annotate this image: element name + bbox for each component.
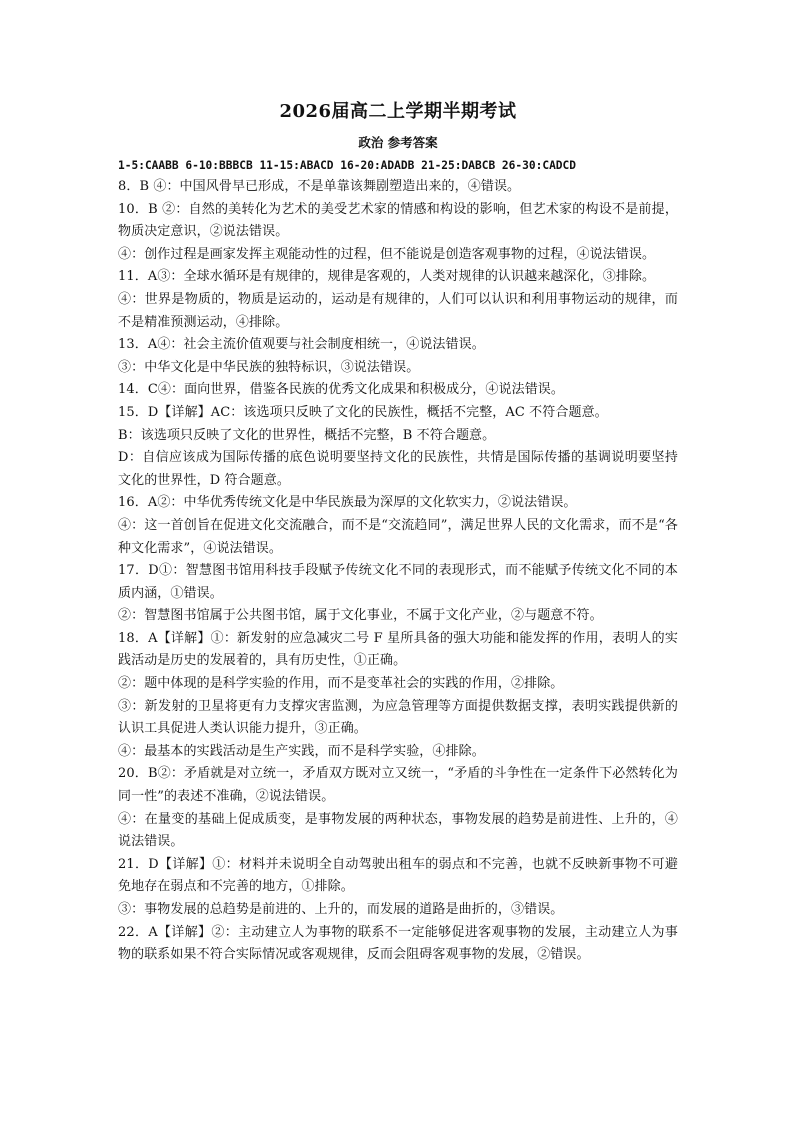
explanation-paragraph: 11．A③：全球水循环是有规律的，规律是客观的，人类对规律的认识越来越深化，③排除。 — [118, 269, 656, 285]
explanation-paragraph: ④：创作过程是画家发挥主观能动性的过程，但不能说是创造客观事物的过程，④说法错误。 — [118, 246, 656, 262]
answer-keys: 1-5:CAABB 6-10:BBBCB 11-15:ABACD 16-20:ADADB 21-25:DABCB 26-30:CADCD — [118, 159, 577, 172]
explanation-paragraph: 14．C④：面向世界，借鉴各民族的优秀文化成果和积极成分，④说法错误。 — [118, 382, 564, 398]
explanation-paragraph: 15．D【详解】AC：该选项只反映了文化的民族性，概括不完整，AC 不符合题意。 — [118, 404, 608, 420]
explanation-paragraph: ②：题中体现的是科学实验的作用，而不是变革社会的实践的作用，②排除。 — [118, 676, 564, 692]
explanation-paragraph: 22．A【详解】②：主动建立人为事物的联系不一定能够促进客观事物的发展，主动建立人为事物的联系如果不符合实际情况或客观规律，反而会阻碍客观事物的发展，②错误。 — [118, 924, 678, 963]
explanation-paragraph: ④：在量变的基础上促成质变，是事物发展的两种状态，事物发展的趋势是前进性、上升的，④说法错误。 — [118, 811, 678, 850]
explanation-paragraph: 8．B ④：中国风骨早已形成，不是单靠该舞剧塑造出来的，④错误。 — [118, 179, 521, 194]
explanation-paragraph: 20．B②：矛盾就是对立统一，矛盾双方既对立又统一，“矛盾的斗争性在一定条件下必然转化为同一性”的表述不准确，②说法错误。 — [118, 766, 678, 805]
explanation-paragraph: 18．A【详解】①：新发射的应急减灾二号 F 星所具备的强大功能和能发挥的作用，表明人的实践活动是历史的发展着的，具有历史性，①正确。 — [118, 630, 678, 669]
explanation-paragraph: 21．D【详解】①：材料并未说明全自动驾驶出租车的弱点和不完善，也就不反映新事物不可避免地存在弱点和不完善的地方，①排除。 — [118, 856, 678, 895]
explanation-paragraph: ④：最基本的实践活动是生产实践，而不是科学实验，④排除。 — [118, 743, 485, 759]
explanation-paragraph: ④：这一首创旨在促进文化交流融合，而不是“交流趋同”，满足世界人民的文化需求，而不是“各种文化需求”，④说法错误。 — [118, 517, 678, 556]
explanation-paragraph: 16．A②：中华优秀传统文化是中华民族最为深厚的文化软实力，②说法错误。 — [118, 495, 577, 511]
explanation-paragraph: 10．B ②：自然的美转化为艺术的美受艺术家的情感和构设的影响，但艺术家的构设不是前提，物质决定意识，②说法错误。 — [118, 201, 678, 240]
explanation-paragraph: ③：中华文化是中华民族的独特标识，③说法错误。 — [118, 359, 420, 375]
explanation-paragraph: 13．A④：社会主流价值观要与社会制度相统一，④说法错误。 — [118, 337, 485, 353]
exam-subtitle: 政治 参考答案 — [358, 135, 438, 150]
explanation-paragraph: D：自信应该成为国际传播的底色说明要坚持文化的民族性，共情是国际传播的基调说明要坚持文化的世界性，D 符合题意。 — [118, 450, 678, 488]
exam-title: 2026届高二上学期半期考试 — [279, 101, 517, 122]
explanation-paragraph: ④：世界是物质的，物质是运动的，运动是有规律的，人们可以认识和利用事物运动的规律，而不是精准预测运动，④排除。 — [118, 291, 678, 330]
explanation-paragraph: ②：智慧图书馆属于公共图书馆，属于文化事业，不属于文化产业，②与题意不符。 — [118, 608, 603, 624]
answer-sheet-page — [118, 100, 678, 967]
explanation-paragraph: 17．D①：智慧图书馆用科技手段赋予传统文化不同的表现形式，而不能赋予传统文化不同的本质内涵，①错误。 — [118, 563, 678, 601]
answer-explanations — [118, 176, 678, 967]
explanation-paragraph: B：该选项只反映了文化的世界性，概括不完整，B 不符合题意。 — [118, 427, 496, 443]
explanation-paragraph: ③：新发射的卫星将更有力支撑灾害监测，为应急管理等方面提供数据支撑，表明实践提供新的认识工具促进人类认识能力提升，③正确。 — [118, 698, 678, 737]
explanation-paragraph: ③：事物发展的总趋势是前进的、上升的，而发展的道路是曲折的，③错误。 — [118, 902, 564, 917]
